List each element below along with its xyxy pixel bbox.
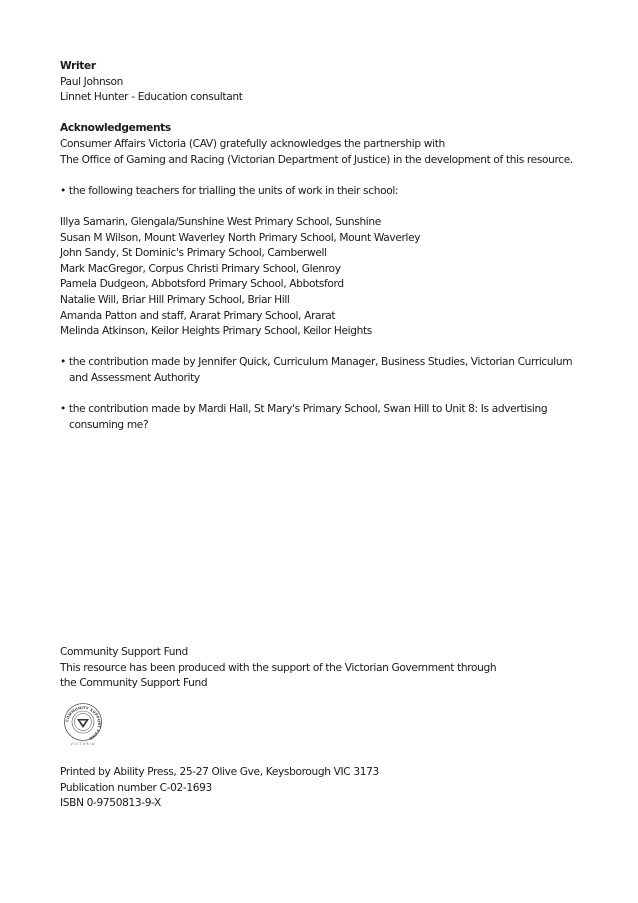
support-heading: Community Support Fund	[60, 646, 188, 658]
bullet-contribution-hall: • the contribution made by Mardi Hall, St Mary's Primary School, Swan Hill to Unit 8: Is advertising	[60, 403, 548, 416]
print-info-section	[60, 765, 598, 812]
support-section	[60, 645, 598, 692]
acknowledgements-intro: Consumer Affairs Victoria (CAV) gratefully acknowledges the partnership with	[60, 137, 445, 150]
credits-section	[60, 59, 598, 433]
isbn: ISBN 0-9750813-9-X	[60, 797, 161, 810]
teacher-item: Natalie Will, Briar Hill Primary School, Briar Hill	[60, 293, 290, 306]
publication-number: Publication number C-02-1693	[60, 781, 212, 794]
bullet-teachers: • the following teachers for trialling the units of work in their school:	[60, 184, 399, 197]
teacher-item: Melinda Atkinson, Keilor Heights Primary School, Keilor Heights	[60, 325, 372, 338]
teacher-item: Mark MacGregor, Corpus Christi Primary School, Glenroy	[60, 262, 341, 275]
logo-bottom-text: VICTORIA	[70, 742, 96, 746]
writer-name: Paul Johnson	[60, 75, 123, 88]
support-text: the Community Support Fund	[60, 677, 208, 690]
printed-by: Printed by Ability Press, 25-27 Olive Gve, Keysborough VIC 3173	[60, 766, 379, 778]
teacher-item: Amanda Patton and staff, Ararat Primary School, Ararat	[60, 309, 336, 322]
teacher-item: Susan M Wilson, Mount Waverley North Primary School, Mount Waverley	[60, 231, 421, 244]
acknowledgements-intro: The Office of Gaming and Racing (Victorian Department of Justice) in the development of this resource.	[60, 153, 573, 166]
writer-name: Linnet Hunter - Education consultant	[60, 91, 243, 104]
bullet-contribution-hall-cont: consuming me?	[69, 418, 149, 431]
logo-ring-text: COMMUNITY SUPPORT FUND	[65, 705, 102, 741]
teacher-item: Pamela Dudgeon, Abbotsford Primary School, Abbotsford	[60, 278, 344, 291]
bullet-contribution-quick: • the contribution made by Jennifer Quick, Curriculum Manager, Business Studies, Victorian Curriculum	[60, 356, 573, 369]
teacher-item: John Sandy, St Dominic's Primary School, Camberwell	[60, 247, 327, 260]
community-support-fund-logo-icon	[61, 702, 105, 746]
acknowledgements-heading: Acknowledgements	[60, 122, 171, 135]
bullet-contribution-quick-cont: and Assessment Authority	[69, 371, 200, 384]
teacher-item: Illya Samarin, Glengala/Sunshine West Primary School, Sunshine	[60, 215, 381, 228]
support-text: This resource has been produced with the support of the Victorian Government through	[60, 661, 497, 674]
writer-heading: Writer	[60, 60, 96, 72]
